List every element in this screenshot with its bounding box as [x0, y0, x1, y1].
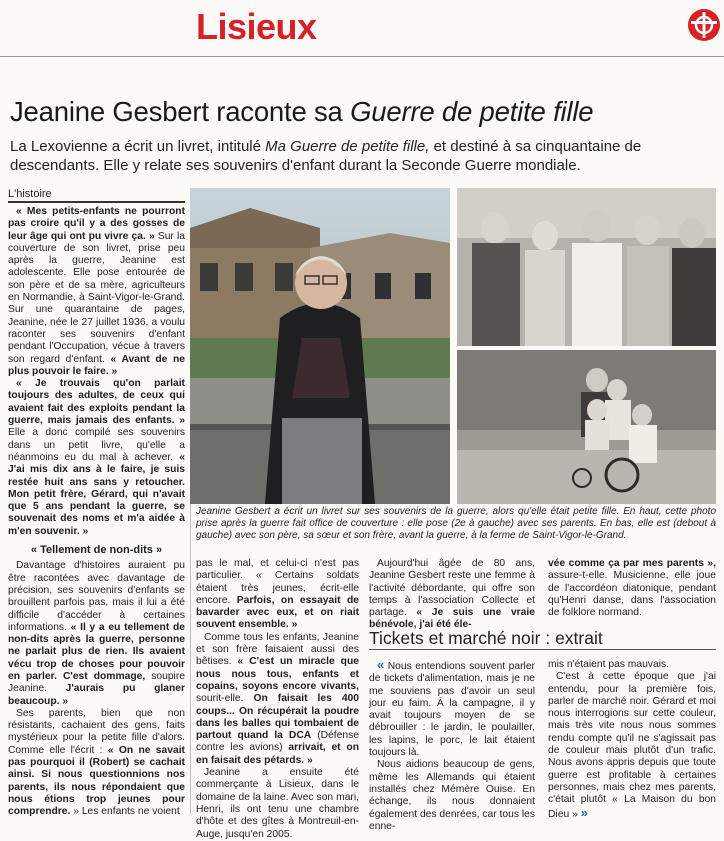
article-column-2: pas le mal, et celui-ci n'est pas particulier. « Certains soldats étaient très jeunes, écrit-elle encore. Parfois, on essayait de bavarder avec eux, et on riait souvent ensemble. » Comme tous les enfants, Jeanine et son frère faisaient aussi des bêtises. « C'est un miracle que nous nous tous, enfants et copains, soyons encore vivants, sourit-elle. On faisait les 400 coups... On récupérait la poudre dans les balles qui tombaient de partout quand la DCA (Défense contre les avions) arrivait, et on en faisait des pétards. » Jeanine a ensuite été commerçante à Lisieux, dans le domaine de la laine. Avec son mari, Henri, ils ont tenu une chambre d'hôte et des gîtes à Montreuil-en-Auge, jusqu'en 2005. — [196, 558, 359, 840]
section-title: Lisieux — [196, 6, 317, 47]
box-rule — [369, 649, 716, 650]
kicker-label: L'histoire — [8, 188, 185, 203]
article-column-1: « Mes petits-enfants ne pourront pas croire qu'il y a des gosses de leur âge qui ont pu vivre ça. » Sur la couverture de son livret, prise peu après la guerre, Jeanine est adolescente. Elle pose entourée de son père et de sa mère, agriculteurs en Normandie, à Saint-Vigor-le-Grand. Sur une quarantaine de pages, Jeanine, née le 27 juillet 1936, a voulu raconter ses souvenirs d'enfant pendant l'Occupation, vécue à travers son regard d'enfant. « Avant de ne plus pouvoir le faire. » « Je trouvais qu'on parlait toujours des adultes, de ceux qui avaient fait des exploits pendant la guerre, mais jamais des enfants. » Elle a donc compilé ses souvenirs dans un petit livre, qu'elle a néanmoins eu du mal à achever. « J'ai mis dix ans à le faire, je suis restée huit ans sans y retoucher. Mon petit frère, Gérard, qui n'avait que 5 ans pendant la guerre, se souvenait des noms et m'a aidée à m'en souvenir. » « Tellement de non-dits » Davantage d'histoires auraient pu être racontées avec davantage de précision, ses souvenirs d'enfants se brouillent parfois pas, mais il lui a été difficile d'accéder à certaines informations. « Il y a eu tellement de non-dits après la guerre, personne ne parlait plus de rien. Ils avaient vécu trop de choses pour pouvoir en parler. C'est dommage, soupire Jeanine. J'aurais pu glaner beaucoup. » Ses parents, bien que non résistants, cachaient des gens, faits mystérieux pour la petite fille d'alors. Comme elle l'écrit : « On ne savait pas pourquoi il (Robert) se cachait ainsi. Si nous questionnions nos parents, ils nous répondaient que nous étions trop jeunes pour comprendre. » Les enfants ne voient — [8, 206, 185, 818]
article-column-3: Aujourd'hui âgée de 80 ans, Jeanine Gesbert reste une femme à l'activité débordante, qui offre son temps à l'association Collecte et partage. « Je suis une vraie bénévole, j'ai été éle- — [369, 558, 535, 631]
close-quote-icon: » — [580, 804, 588, 820]
box-title: Tickets et marché noir : extrait — [369, 628, 603, 648]
subheading: « Tellement de non-dits » — [30, 544, 163, 557]
article-column-4: vée comme ça par mes parents », assure-t-elle. Musicienne, elle joue de l'accordéon diatonique, pendant qu'Henri danse, dans l'association de folklore normand. — [548, 558, 716, 619]
children-farm-photo — [457, 350, 716, 504]
photo-caption: Jeanine Gesbert a écrit un livret sur ses souvenirs de la guerre, alors qu'elle était petite fille. En haut, cette photo prise après la guerre fait office de couverture : elle pose (2e à gauche) avec ses parents. En bas, elle est (debout à gauche) avec son père, sa sœur et son frère, avant la guerre, à la ferme de Saint-Vigor-le-Grand. — [196, 506, 716, 541]
headline: Jeanine Gesbert raconte sa Guerre de petite fille — [10, 96, 594, 127]
box-column-1: « Nous entendions souvent parler de tickets d'alimentation, mais je ne me souviens pas d'avoir un seul jour eu faim. À la campagne, il y avait toujours moyen de se débrouiller : le jardin, le poulailler, les lapins, le porc, le lait étaient toujours là. Nous aidions beaucoup de gens, même les Allemands qui étaient installés chez Mémère Ouise. En échange, ils nous donnaient également des denrées, car tous les enne- — [369, 657, 535, 832]
open-quote-icon: « — [377, 657, 385, 672]
box-column-2: mis n'étaient pas mauvais. C'est à cette époque que j'ai entendu, pour la première fois, parler de marché noir. Gérard et moi nous interrogions sur cette couleur, mais très vite nous nous sommes rendu compte qu'il ne s'agissait pas de couleur mais plutôt d'un trafic. Nous avons appris depuis que toute guerre est profitable à certaines personnes, mais chez mes parents, c'était plutôt « La Maison du bon Dieu » » — [548, 659, 716, 820]
family-photo-after-war — [457, 188, 716, 346]
portrait-photo — [190, 188, 450, 504]
newspaper-logo-icon — [687, 8, 721, 42]
header-rule — [0, 56, 724, 57]
standfirst: La Lexovienne a écrit un livret, intitulé Ma Guerre de petite fille, et destiné à sa cinquantaine de descendants. Elle y relate ses souvenirs d'enfant durant la Seconde Guerre mondiale. — [10, 138, 642, 174]
